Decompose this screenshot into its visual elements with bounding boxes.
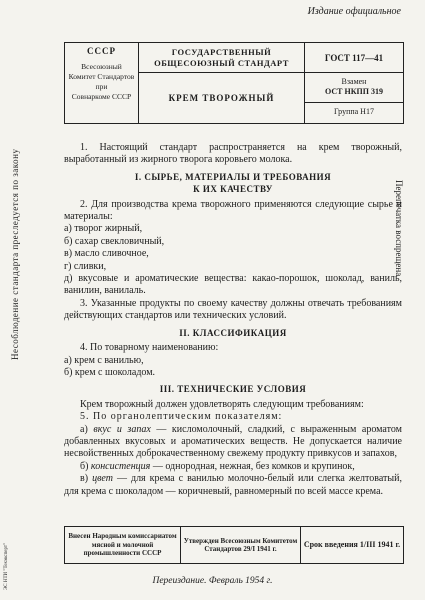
group-label: Группа Н17: [334, 107, 374, 116]
paragraph-5-title: 5. По органолептическим показателям:: [80, 411, 283, 423]
list-item: г) сливки,: [64, 260, 107, 272]
product-name: КРЕМ ТВОРОЖНЫЙ: [168, 93, 275, 103]
reprint-note: Переиздание. Февраль 1954 г.: [152, 576, 273, 586]
standard-number: ГОСТ 117—41: [305, 43, 403, 73]
paragraph-5-intro: Крем творожный должен удовлетворять следующим требованиям:: [80, 398, 364, 410]
replaces-block: [305, 73, 403, 103]
section-2-title: II. КЛАССИФИКАЦИЯ: [179, 327, 287, 338]
section-1-title: [64, 171, 402, 196]
standard-type-line: ОБЩЕСОЮЗНЫЙ СТАНДАРТ: [154, 58, 289, 68]
paragraph-5b: б) консистенция — однородная, нежная, без комков и крупинок,: [80, 460, 355, 472]
org-body-line: Совнаркоме СССР: [71, 92, 132, 101]
section-1-title-line: I. СЫРЬЕ, МАТЕРИАЛЫ И ТРЕБОВАНИЯ: [134, 171, 332, 182]
paragraph-3: 3. Указанные продукты по своему качеству должны отвечать требованиям действующих стандартов или технических условий.: [64, 297, 402, 322]
standard-type-line: ГОСУДАРСТВЕННЫЙ: [171, 47, 272, 57]
list-item: а) крем с ванилью,: [64, 354, 144, 366]
introduced-by: Внесен Народным комиссариатом мясной и молочной промышленности СССР: [65, 527, 181, 563]
edition-label: Издание официальное: [307, 6, 401, 17]
paragraph-4: 4. По товарному наименованию:: [80, 342, 219, 354]
term-label: вкус и запах: [93, 423, 151, 435]
list-item: б) сахар свекловичный,: [64, 235, 165, 247]
title-cell: [139, 43, 305, 123]
org-country: СССР: [87, 46, 116, 56]
term-text: — кисломолочный, сладкий, с выраженным ароматом добавленных вкусовых и ароматических веществ. Не допускается наличие несвойственных доброкачественному свежему продукту привкусов и запахов,: [64, 423, 402, 460]
term-label: цвет: [92, 473, 113, 485]
side-note-left: Несоблюдение стандарта преследуется по закону: [10, 148, 20, 360]
replaces-value: ОСТ НКПП 319: [325, 87, 383, 96]
org-body-line: при: [95, 82, 108, 91]
header-box: [64, 42, 404, 124]
paragraph-5a: а) вкус и запах — кисломолочный, сладкий, с выраженным ароматом добавленных вкусовых и ароматических веществ. Не допускается наличие несвойственных доброкачественному свежему продукту привкусов и запахов,: [64, 423, 402, 460]
org-body-line: Всесоюзный: [81, 62, 122, 71]
list-item: д) вкусовые и ароматические вещества: какао-порошок, шоколад, ваниль, ванилин, ванилаль.: [64, 273, 402, 297]
list-item: в) масло сливочное,: [64, 248, 149, 260]
list-item: б) крем с шоколадом.: [64, 366, 156, 378]
section-3-title: III. ТЕХНИЧЕСКИЕ УСЛОВИЯ: [159, 384, 307, 395]
standard-type: [139, 43, 304, 73]
term-text: — однородная, нежная, без комков и крупинок,: [150, 460, 355, 472]
replaces-label: Взамен: [341, 77, 367, 86]
list-item: а) творог жирный,: [64, 223, 143, 235]
organization-cell: [65, 43, 139, 123]
number-cell: [305, 43, 403, 123]
org-body-line: Комитет Стандартов: [68, 72, 135, 81]
footer-box: [64, 526, 404, 564]
side-note-right: Перепечатка воспрещена: [394, 180, 404, 277]
term-label: консистенция: [90, 460, 151, 472]
document-body: [64, 142, 402, 498]
term-text: — для крема с ванилью молочно-белый или слегка желтоватый, для крема с шоколадом — коричневый, равномерный по всей массе крема.: [64, 473, 402, 497]
paragraph-1: 1. Настоящий стандарт распространяется на крем творожный, выработанный из жирного творога коровьего молока.: [64, 142, 402, 166]
paragraph-5c: в) цвет — для крема с ванилью молочно-белый или слегка желтоватый, для крема с шоколадом — коричневый, равномерный по всей массе крема.: [64, 473, 402, 497]
effective-date: Срок введения 1/III 1941 г.: [303, 539, 401, 549]
paragraph-2: 2. Для производства крема творожного применяются следующие сырье и материалы:: [64, 198, 402, 223]
side-note-tiny: ЭС НТИ "Техэксперт": [4, 542, 9, 590]
section-1-title-line: К ИХ КАЧЕСТВУ: [193, 184, 273, 195]
approval-info: Утвержден Всесоюзным Комитетом Стандартов 29/I 1941 г.: [181, 527, 301, 563]
